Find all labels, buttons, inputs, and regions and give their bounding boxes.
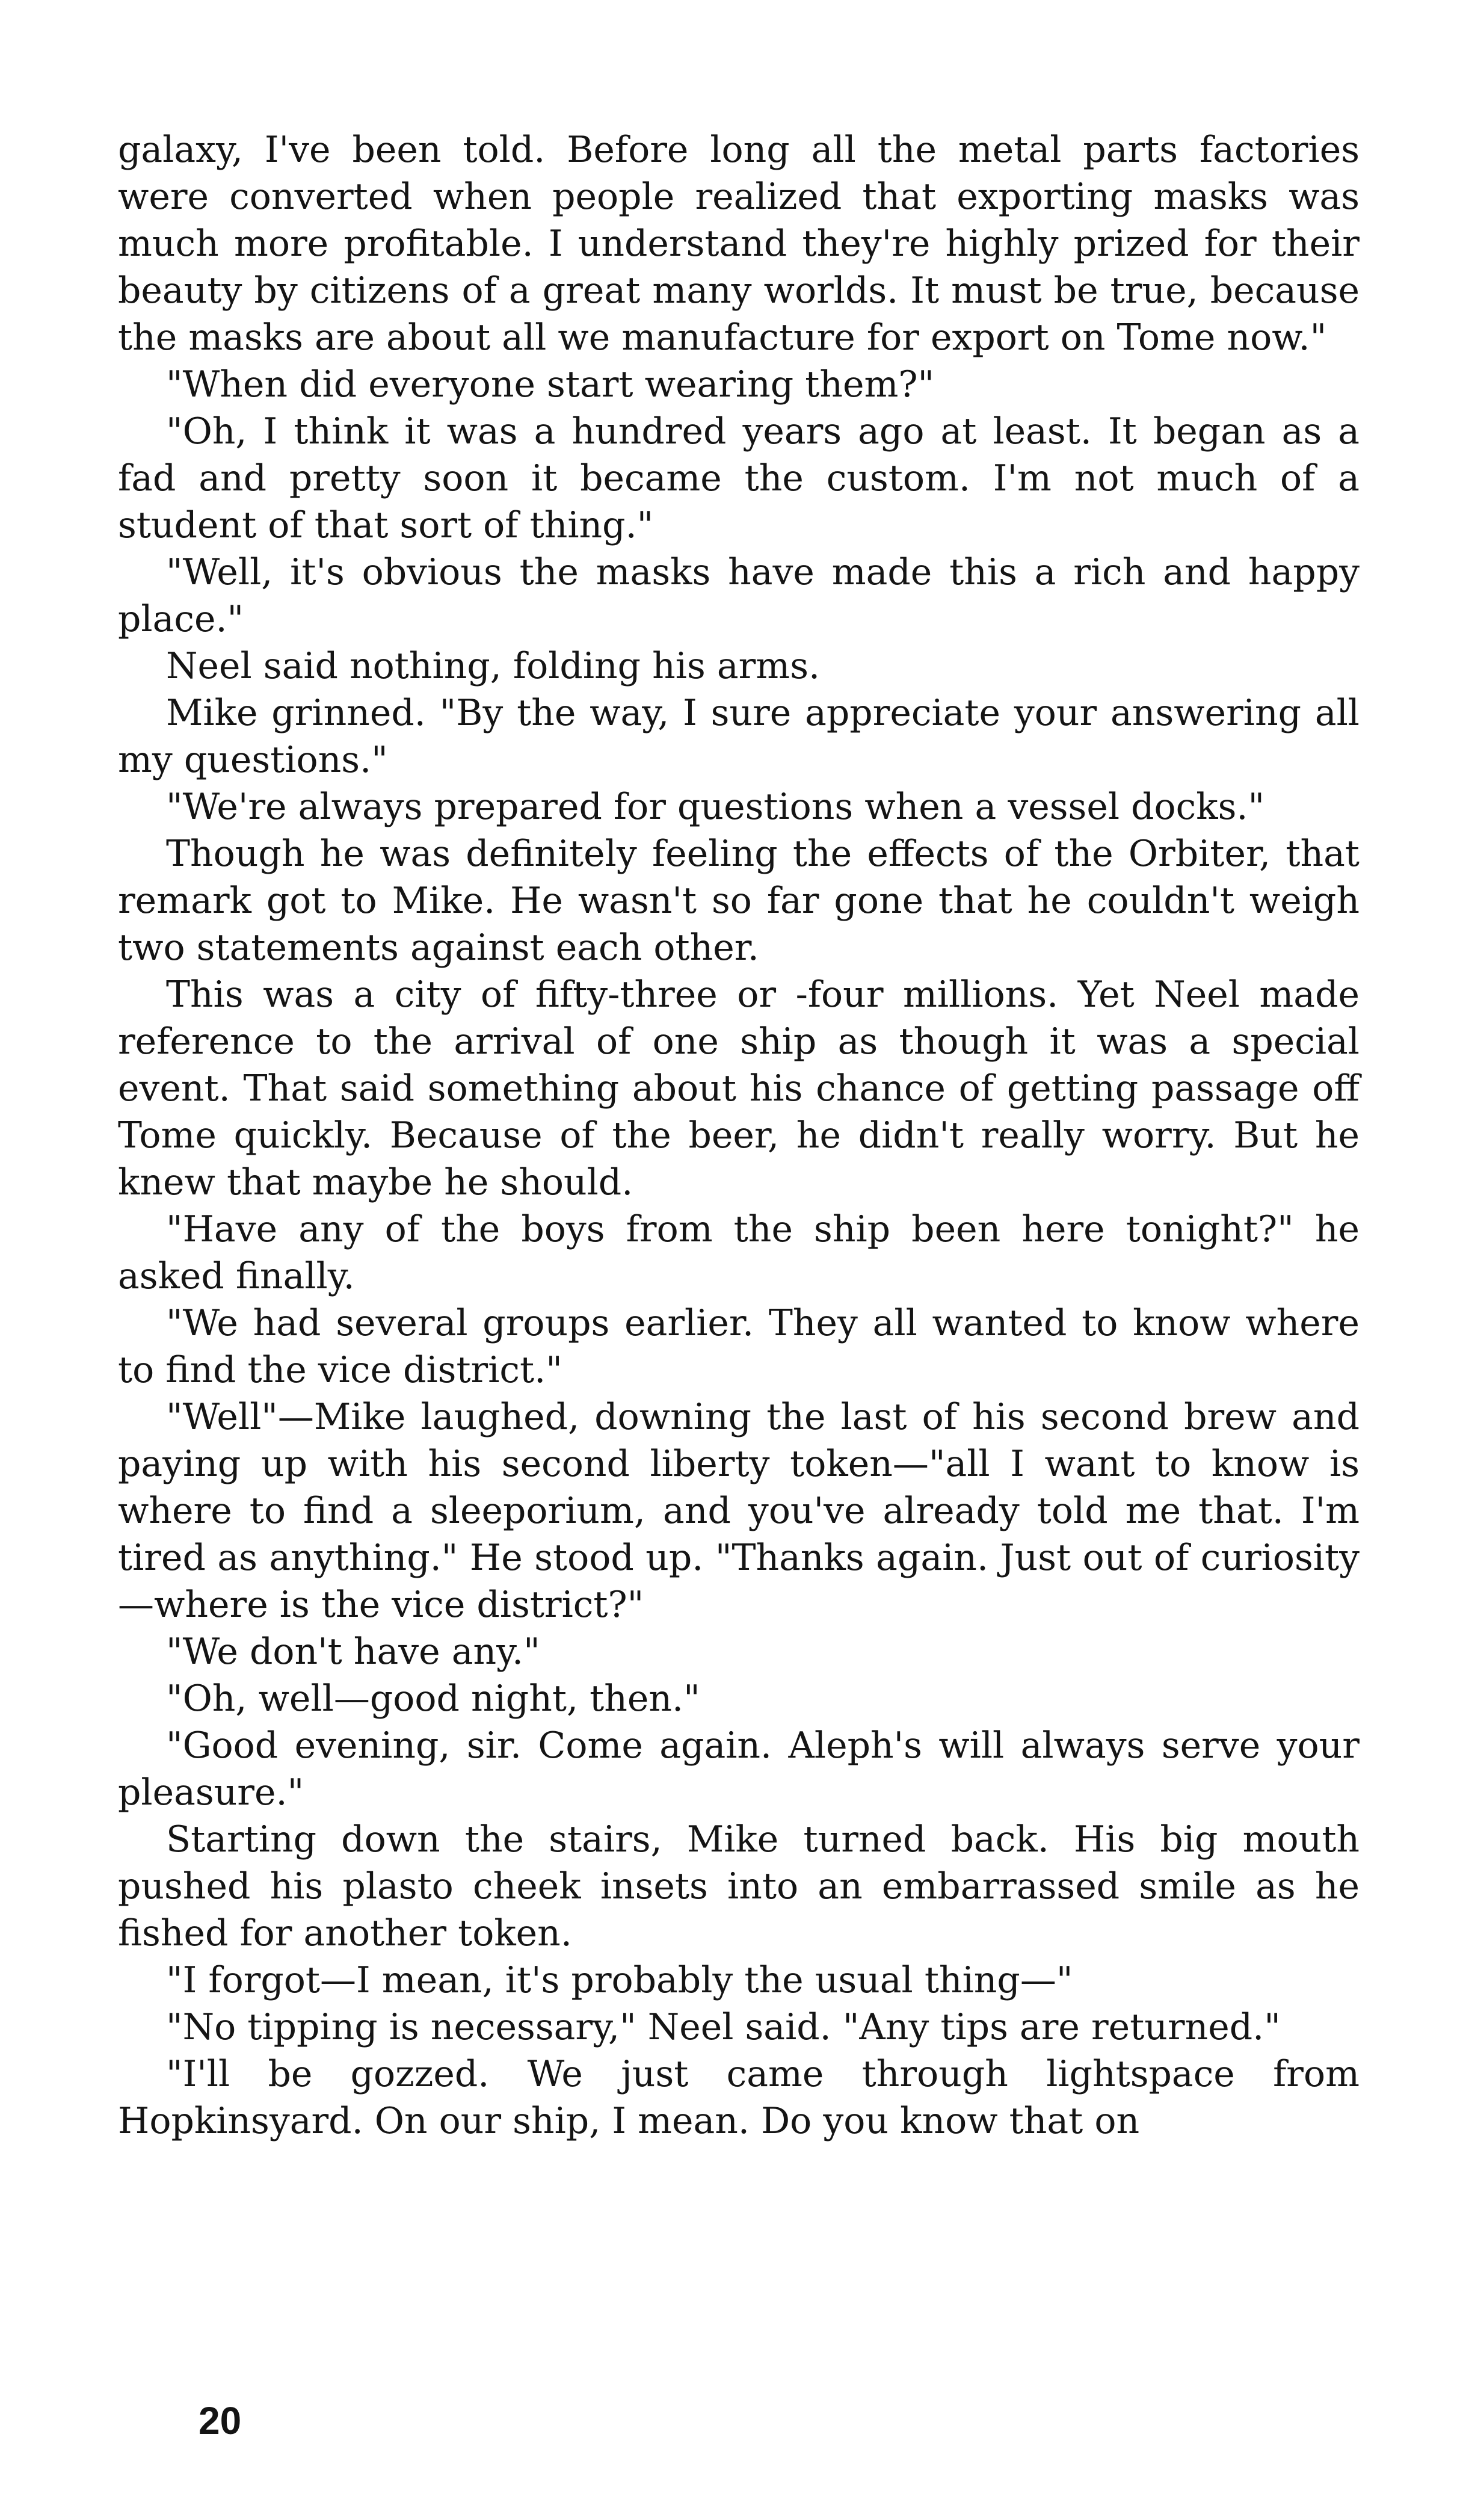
paragraph: "Well"—Mike laughed, downing the last of his second brew and paying up with his second liberty token—"all I want to know is where to find a sleeporium, and you've already told me that. I'm tired as anything." He stood up. "Thanks again. Just out of curiosity—where is the vice district?": [118, 1396, 1360, 1626]
paragraph: Starting down the stairs, Mike turned back. His big mouth pushed his plasto cheek insets into an embarrassed smile as he fished for another token.: [118, 1818, 1360, 1954]
paragraph: Neel said nothing, folding his arms.: [166, 645, 821, 687]
paragraph: "We don't have any.": [166, 1631, 540, 1673]
paragraph: "Oh, I think it was a hundred years ago at least. It began as a fad and pretty soon it became the custom. I'm not much of a student of that sort of thing.": [118, 410, 1360, 546]
paragraph: Though he was definitely feeling the effects of the Orbiter, that remark got to Mike. He wasn't so far gone that he couldn't weigh two statements against each other.: [118, 833, 1360, 969]
paragraph: "I forgot—I mean, it's probably the usual thing—": [166, 1959, 1073, 2001]
paragraph: "Good evening, sir. Come again. Aleph's will always serve your pleasure.": [118, 1725, 1360, 1814]
paragraph: "We're always prepared for questions when a vessel docks.": [166, 786, 1265, 828]
paragraph: galaxy, I've been told. Before long all the metal parts factories were converted when people realized that exporting masks was much more profitable. I understand they're highly prized for their beauty by citizens of a great many worlds. It must be true, because the masks are about all we manufacture for export on Tome now.": [118, 129, 1360, 359]
paragraph: "Have any of the boys from the ship been here tonight?" he asked finally.: [118, 1208, 1360, 1297]
paragraph: This was a city of fifty-three or -four millions. Yet Neel made reference to the arrival of one ship as though it was a special event. That said something about his chance of getting passage off Tome quickly. Because of the beer, he didn't really worry. But he knew that maybe he should.: [118, 974, 1360, 1203]
paragraph: "No tipping is necessary," Neel said. "Any tips are returned.": [166, 2006, 1281, 2048]
paragraph: "I'll be gozzed. We just came through lightspace from Hopkinsyard. On our ship, I mean. Do you know that on: [118, 2053, 1360, 2142]
paragraph: "We had several groups earlier. They all wanted to know where to find the vice district.": [118, 1302, 1360, 1391]
paragraph: Mike grinned. "By the way, I sure appreciate your answering all my questions.": [118, 692, 1360, 781]
paragraph: "Well, it's obvious the masks have made this a rich and happy place.": [118, 551, 1360, 640]
body-text: [118, 126, 1360, 2145]
paragraph: "Oh, well—good night, then.": [166, 1678, 700, 1720]
page-number: 20: [199, 2399, 242, 2442]
paragraph: "When did everyone start wearing them?": [166, 363, 935, 406]
